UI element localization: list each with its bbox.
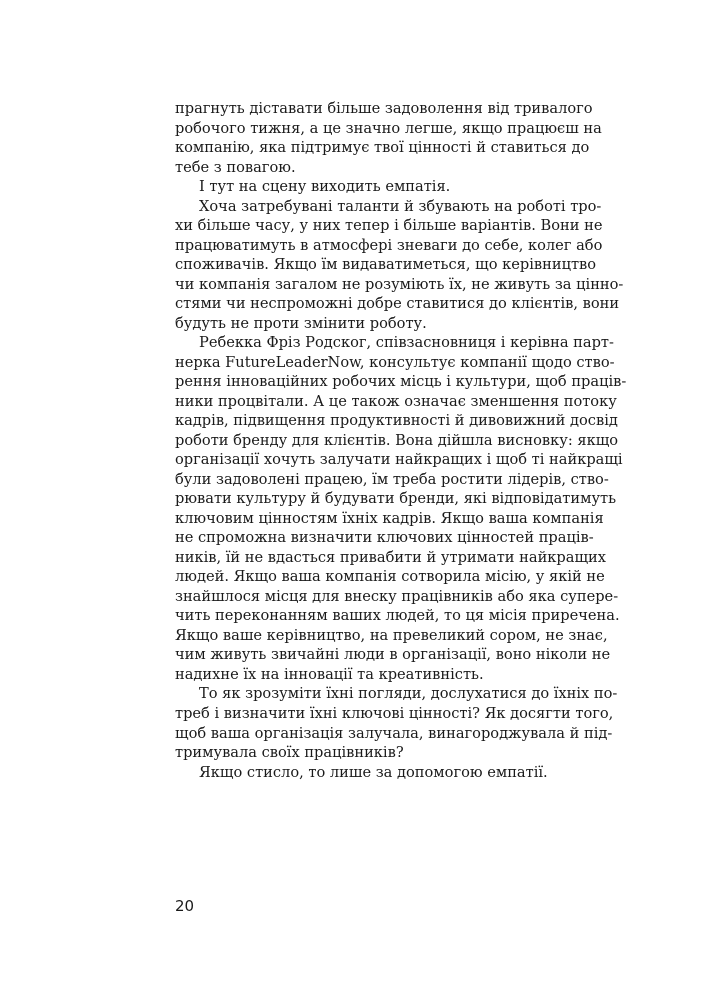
- text-line: Якщо ваше керівництво, на превеликий сором, не знає,: [175, 626, 608, 644]
- text-line: кадрів, підвищення продуктивності й дивовижний досвід: [175, 412, 618, 430]
- text-line: організації хочуть залучати найкращих і щоб ті найкращі: [175, 451, 623, 469]
- text-line: тебе з повагою.: [175, 158, 296, 176]
- text-line: споживачів. Якщо їм видаватиметься, що керівництво: [175, 256, 597, 274]
- text-line: щоб ваша організація залучала, винагороджувала й під-: [175, 724, 613, 742]
- text-line: прагнуть діставати більше задоволення від тривалого: [175, 100, 593, 117]
- text-line: тримувала своїх працівників?: [175, 744, 404, 762]
- text-line: людей. Якщо ваша компанія сотворила місію, у якій не: [175, 568, 605, 586]
- text-line: І тут на сцену виходить емпатія.: [199, 178, 451, 196]
- text-line: чим живуть звичайні люди в організації, воно ніколи не: [175, 646, 611, 664]
- text-line: ників, їй не вдасться привабити й утримати найкращих: [175, 548, 606, 566]
- text-line: робочого тижня, а це значно легше, якщо працюєш на: [175, 119, 602, 137]
- text-line: рення інноваційних робочих місць і культури, щоб праців-: [175, 373, 627, 391]
- body-text: [175, 99, 627, 782]
- text-line: були задоволені працею, їм треба ростити лідерів, ство-: [175, 470, 609, 488]
- paragraph: [175, 763, 556, 783]
- text-line: працюватимуть в атмосфері зневаги до себе, колег або: [175, 236, 603, 254]
- text-line: То як зрозуміти їхні погляди, дослухатися до їхніх по-: [199, 685, 618, 703]
- text-line: Ребекка Фріз Родског, співзасновниця і керівна парт-: [199, 334, 614, 352]
- text-line: стями чи неспроможні добре ставитися до клієнтів, вони: [175, 295, 620, 313]
- text-line: надихне їх на інновації та креативність.: [175, 665, 484, 683]
- paragraph: [175, 197, 624, 334]
- text-line: роботи бренду для клієнтів. Вона дійшла висновку: якщо: [175, 431, 619, 449]
- text-line: компанію, яка підтримує твої цінності й ставиться до: [175, 139, 590, 157]
- paragraph: [175, 684, 618, 762]
- text-line: знайшлося місця для внеску працівників або яка супере-: [175, 587, 619, 605]
- text-line: не спроможна визначити ключових цінностей праців-: [175, 529, 594, 547]
- text-line: чить переконанням ваших людей, то ця місія приречена.: [175, 607, 620, 625]
- text-line: нерка FutureLeaderNow, консультує компанії щодо ство-: [175, 353, 615, 371]
- text-line: Хоча затребувані таланти й збувають на роботі тро-: [199, 197, 602, 215]
- text-line: чи компанія загалом не розуміють їх, не живуть за цінно-: [175, 275, 624, 293]
- paragraph: [175, 99, 602, 177]
- text-line: Якщо стисло, то лише за допомогою емпатії.: [199, 763, 548, 781]
- text-line: будуть не проти змінити роботу.: [175, 314, 427, 332]
- text-line: ключовим цінностям їхніх кадрів. Якщо ваша компанія: [175, 509, 604, 527]
- text-line: рювати культуру й будувати бренди, які відповідатимуть: [175, 490, 617, 508]
- text-line: треб і визначити їхні ключові цінності? Як досягти того,: [175, 704, 614, 722]
- page-number: 20: [175, 897, 195, 915]
- paragraph: [175, 333, 627, 684]
- text-line: ники процвітали. А це також означає зменшення потоку: [175, 392, 617, 410]
- paragraph: [175, 177, 556, 197]
- text-line: хи більше часу, у них тепер і більше варіантів. Вони не: [175, 217, 603, 235]
